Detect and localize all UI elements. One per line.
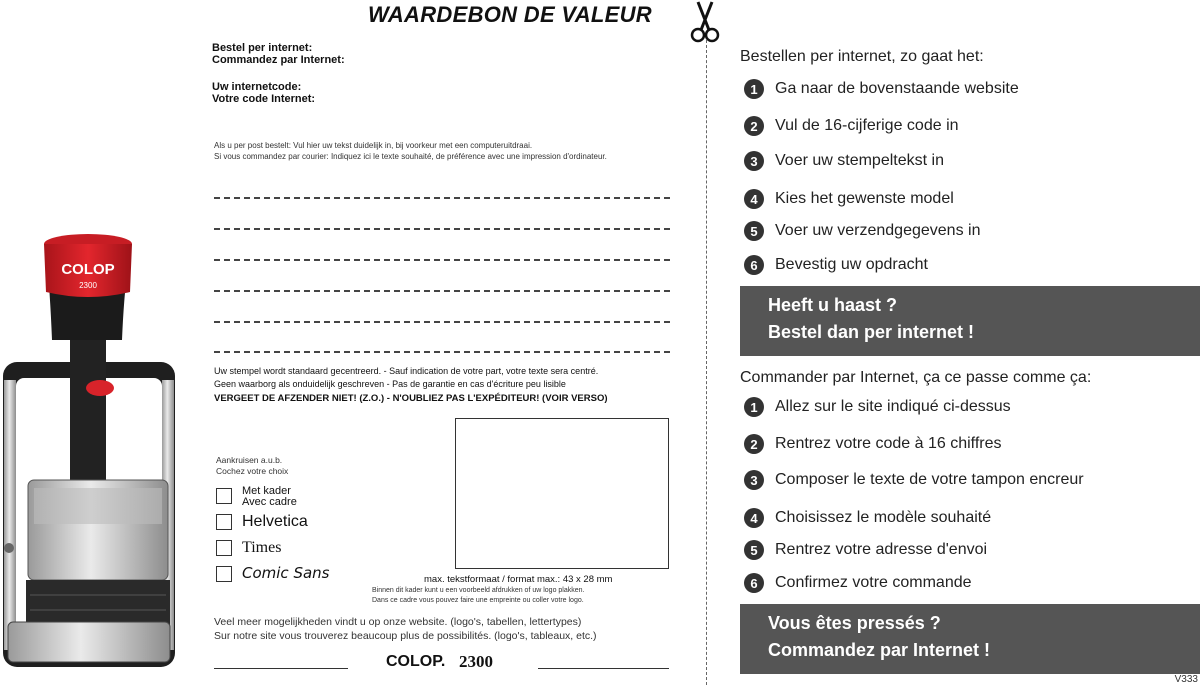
version-code: V333 xyxy=(1174,674,1198,685)
brand-logo: COLOP. xyxy=(386,653,446,670)
comic-sans-checkbox[interactable] xyxy=(216,566,232,582)
fr-step: 5 Rentrez votre adresse d'envoi xyxy=(744,538,987,562)
stamp-brand: COLOP xyxy=(61,261,115,278)
helvetica-option-label: Helvetica xyxy=(242,513,308,530)
fr-step: 2 Rentrez votre code à 16 chiffres xyxy=(744,432,1002,456)
fr-step: 4 Choisissez le modèle souhaité xyxy=(744,506,991,530)
nl-step: 6 Bevestig uw opdracht xyxy=(744,253,928,277)
frame-option-label: Met kader Avec cadre xyxy=(242,485,297,508)
stamp-model: 2300 xyxy=(79,281,97,290)
times-option-label: Times xyxy=(242,539,282,556)
step-number: 5 xyxy=(744,221,764,241)
more-options-fr: Sur notre site vous trouverez beaucoup plus de possibilités. (logo's, tableaux, etc.) xyxy=(214,630,597,642)
text-line-5[interactable] xyxy=(214,321,670,323)
logo-note-nl: Binnen dit kader kunt u een voorbeeld afdrukken of uw logo plakken. xyxy=(372,587,585,594)
center-note-1: Uw stempel wordt standaard gecentreerd. - Sauf indication de votre part, votre texte sera centré. xyxy=(214,366,599,376)
nl-heading: Bestellen per internet, zo gaat het: xyxy=(740,48,984,65)
text-line-4[interactable] xyxy=(214,290,670,292)
step-number: 2 xyxy=(744,116,764,136)
logo-note-fr: Dans ce cadre vous pouvez faire une empreinte ou coller votre logo. xyxy=(372,597,584,604)
helvetica-checkbox[interactable] xyxy=(216,514,232,530)
step-number: 5 xyxy=(744,540,764,560)
internet-code-label-fr: Votre code Internet: xyxy=(212,93,316,105)
max-format-label: max. tekstformaat / format max.: 43 x 28 mm xyxy=(424,574,613,585)
cut-line xyxy=(706,40,707,685)
times-checkbox[interactable] xyxy=(216,540,232,556)
signature-line-left[interactable] xyxy=(214,668,348,669)
step-number: 2 xyxy=(744,434,764,454)
fr-step: 3 Composer le texte de votre tampon encreur xyxy=(744,468,1084,492)
comic-sans-option-label: Comic Sans xyxy=(242,564,330,582)
stamp-illustration xyxy=(0,230,200,675)
nl-step: 4 Kies het gewenste model xyxy=(744,187,954,211)
step-number: 3 xyxy=(744,470,764,490)
nl-step: 3 Voer uw stempeltekst in xyxy=(744,149,944,173)
nl-step: 1 Ga naar de bovenstaande website xyxy=(744,77,1019,101)
page-title: WAARDEBON DE VALEUR xyxy=(368,2,652,27)
step-number: 6 xyxy=(744,573,764,593)
step-number: 3 xyxy=(744,151,764,171)
center-note-2: Geen waarborg als onduidelijk geschreven - Pas de garantie en cas d'écriture peu lisible xyxy=(214,379,566,389)
tick-label-nl: Aankruisen a.u.b. xyxy=(216,455,283,465)
nl-step: 5 Voer uw verzendgegevens in xyxy=(744,219,980,243)
fr-step: 1 Allez sur le site indiqué ci-dessus xyxy=(744,395,1011,419)
text-line-2[interactable] xyxy=(214,228,670,230)
step-number: 4 xyxy=(744,189,764,209)
fr-heading: Commander par Internet, ça ce passe comme ça: xyxy=(740,369,1092,386)
signature-line-right[interactable] xyxy=(538,668,669,669)
step-number: 6 xyxy=(744,255,764,275)
order-internet-label-fr: Commandez par Internet: xyxy=(212,54,345,66)
frame-checkbox[interactable] xyxy=(216,488,232,504)
logo-box[interactable] xyxy=(455,418,669,569)
nl-hurry-banner: Heeft u haast ? Bestel dan per internet ! xyxy=(740,286,1200,356)
order-internet-label-nl: Bestel per internet: xyxy=(212,42,313,54)
nl-step: 2 Vul de 16-cijferige code in xyxy=(744,114,959,138)
step-number: 1 xyxy=(744,79,764,99)
fr-hurry-banner: Vous êtes pressés ? Commandez par Internet ! xyxy=(740,604,1200,674)
text-line-1[interactable] xyxy=(214,197,670,199)
post-note-nl: Als u per post bestelt: Vul hier uw tekst duidelijk in, bij voorkeur met een computeruitdraai. xyxy=(214,141,533,150)
step-number: 1 xyxy=(744,397,764,417)
internet-code-label-nl: Uw internetcode: xyxy=(212,81,302,93)
text-line-3[interactable] xyxy=(214,259,670,261)
tick-label-fr: Cochez votre choix xyxy=(216,466,289,476)
text-line-6[interactable] xyxy=(214,351,670,353)
model-number: 2300 xyxy=(459,652,493,671)
step-number: 4 xyxy=(744,508,764,528)
fr-step: 6 Confirmez votre commande xyxy=(744,571,972,595)
more-options-nl: Veel meer mogelijkheden vindt u op onze website. (logo's, tabellen, lettertypes) xyxy=(214,616,582,628)
sender-note: VERGEET DE AFZENDER NIET! (Z.O.) - N'OUBLIEZ PAS L'EXPÉDITEUR! (VOIR VERSO) xyxy=(214,393,608,404)
scissors-icon xyxy=(690,0,720,44)
post-note-fr: Si vous commandez par courier: Indiquez ici le texte souhaité, de préférence avec une impression d'ordinateur. xyxy=(214,152,607,161)
